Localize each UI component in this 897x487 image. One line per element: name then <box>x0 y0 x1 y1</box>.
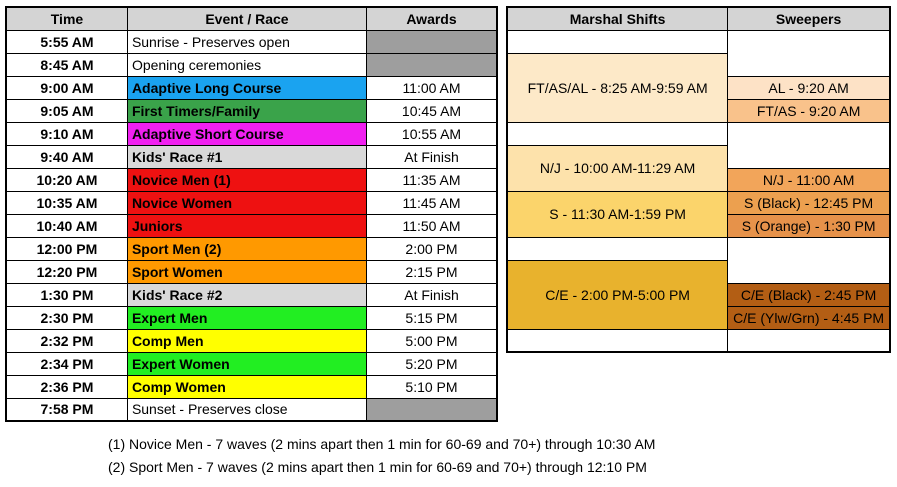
awards-cell: 11:35 AM <box>367 168 498 191</box>
event-cell: Expert Women <box>127 352 366 375</box>
table-row <box>507 329 890 352</box>
awards-cell: 10:55 AM <box>367 122 498 145</box>
event-cell: Juniors <box>127 214 366 237</box>
table-row <box>6 398 497 421</box>
marshal-sweeper-table <box>506 6 891 353</box>
event-header: Event / Race <box>127 7 366 30</box>
sweepers-header: Sweepers <box>728 7 890 30</box>
event-cell: Expert Men <box>127 306 366 329</box>
marshal-shift: FT/AS/AL - 8:25 AM-9:59 AM <box>507 53 728 122</box>
blank-cell <box>728 145 890 168</box>
table-row <box>6 329 497 352</box>
blank-cell <box>507 237 728 260</box>
event-cell: Comp Women <box>127 375 366 398</box>
sweeper-shift: FT/AS - 9:20 AM <box>728 99 890 122</box>
awards-cell <box>367 398 498 421</box>
time-cell: 8:45 AM <box>6 53 127 76</box>
schedule-header-row <box>6 7 497 30</box>
blank-cell <box>728 329 890 352</box>
event-cell: Adaptive Long Course <box>127 76 366 99</box>
time-cell: 10:35 AM <box>6 191 127 214</box>
event-cell: Novice Women <box>127 191 366 214</box>
awards-cell: 11:45 AM <box>367 191 498 214</box>
table-row <box>6 145 497 168</box>
time-cell: 12:20 PM <box>6 260 127 283</box>
marshal-header-row <box>507 7 890 30</box>
table-row <box>6 30 497 53</box>
blank-cell <box>728 30 890 53</box>
event-cell: Kids' Race #2 <box>127 283 366 306</box>
table-row <box>6 53 497 76</box>
awards-cell: 5:00 PM <box>367 329 498 352</box>
event-cell: Kids' Race #1 <box>127 145 366 168</box>
table-row <box>6 99 497 122</box>
table-row <box>6 352 497 375</box>
time-cell: 5:55 AM <box>6 30 127 53</box>
blank-cell <box>728 53 890 76</box>
awards-cell: At Finish <box>367 145 498 168</box>
event-cell: Sport Men (2) <box>127 237 366 260</box>
time-cell: 9:00 AM <box>6 76 127 99</box>
table-row <box>6 191 497 214</box>
table-row <box>507 53 890 76</box>
marshal-shift: C/E - 2:00 PM-5:00 PM <box>507 260 728 329</box>
time-cell: 2:34 PM <box>6 352 127 375</box>
marshal-shift: S - 11:30 AM-1:59 PM <box>507 191 728 237</box>
race-schedule-table <box>5 6 498 422</box>
awards-cell: 5:20 PM <box>367 352 498 375</box>
time-header: Time <box>6 7 127 30</box>
event-cell: First Timers/Family <box>127 99 366 122</box>
table-row <box>6 283 497 306</box>
event-cell: Sport Women <box>127 260 366 283</box>
blank-cell <box>507 30 728 53</box>
blank-cell <box>507 122 728 145</box>
blank-cell <box>728 260 890 283</box>
event-cell: Adaptive Short Course <box>127 122 366 145</box>
time-cell: 2:32 PM <box>6 329 127 352</box>
sweeper-shift: S (Black) - 12:45 PM <box>728 191 890 214</box>
awards-header: Awards <box>367 7 498 30</box>
sweeper-shift: N/J - 11:00 AM <box>728 168 890 191</box>
marshal-shift: N/J - 10:00 AM-11:29 AM <box>507 145 728 191</box>
sweeper-shift: AL - 9:20 AM <box>728 76 890 99</box>
awards-cell <box>367 30 498 53</box>
awards-cell: 11:50 AM <box>367 214 498 237</box>
awards-cell: 5:15 PM <box>367 306 498 329</box>
sweeper-shift: C/E (Black) - 2:45 PM <box>728 283 890 306</box>
time-cell: 2:36 PM <box>6 375 127 398</box>
time-cell: 9:05 AM <box>6 99 127 122</box>
time-cell: 2:30 PM <box>6 306 127 329</box>
table-row <box>6 168 497 191</box>
awards-cell: 2:00 PM <box>367 237 498 260</box>
sweeper-shift: C/E (Ylw/Grn) - 4:45 PM <box>728 306 890 329</box>
time-cell: 7:58 PM <box>6 398 127 421</box>
footnote-1: (1) Novice Men - 7 waves (2 mins apart then 1 min for 60-69 and 70+) through 10:30 AM <box>108 436 656 452</box>
table-row <box>507 237 890 260</box>
table-row <box>6 375 497 398</box>
event-cell: Opening ceremonies <box>127 53 366 76</box>
awards-cell: 10:45 AM <box>367 99 498 122</box>
marshal-header: Marshal Shifts <box>507 7 728 30</box>
event-cell: Novice Men (1) <box>127 168 366 191</box>
time-cell: 12:00 PM <box>6 237 127 260</box>
table-row <box>6 76 497 99</box>
awards-cell: 2:15 PM <box>367 260 498 283</box>
table-row <box>6 237 497 260</box>
time-cell: 10:20 AM <box>6 168 127 191</box>
table-row <box>507 191 890 214</box>
event-cell: Sunrise - Preserves open <box>127 30 366 53</box>
blank-cell <box>728 122 890 145</box>
table-row <box>6 260 497 283</box>
sweeper-shift: S (Orange) - 1:30 PM <box>728 214 890 237</box>
blank-cell <box>728 237 890 260</box>
table-row <box>507 122 890 145</box>
footnote-2: (2) Sport Men - 7 waves (2 mins apart then 1 min for 60-69 and 70+) through 12:10 PM <box>108 459 647 475</box>
awards-cell: 5:10 PM <box>367 375 498 398</box>
awards-cell: At Finish <box>367 283 498 306</box>
time-cell: 1:30 PM <box>6 283 127 306</box>
time-cell: 10:40 AM <box>6 214 127 237</box>
table-row <box>6 214 497 237</box>
awards-cell: 11:00 AM <box>367 76 498 99</box>
blank-cell <box>507 329 728 352</box>
table-row <box>6 306 497 329</box>
time-cell: 9:40 AM <box>6 145 127 168</box>
table-row <box>6 122 497 145</box>
event-cell: Comp Men <box>127 329 366 352</box>
time-cell: 9:10 AM <box>6 122 127 145</box>
event-cell: Sunset - Preserves close <box>127 398 366 421</box>
awards-cell <box>367 53 498 76</box>
